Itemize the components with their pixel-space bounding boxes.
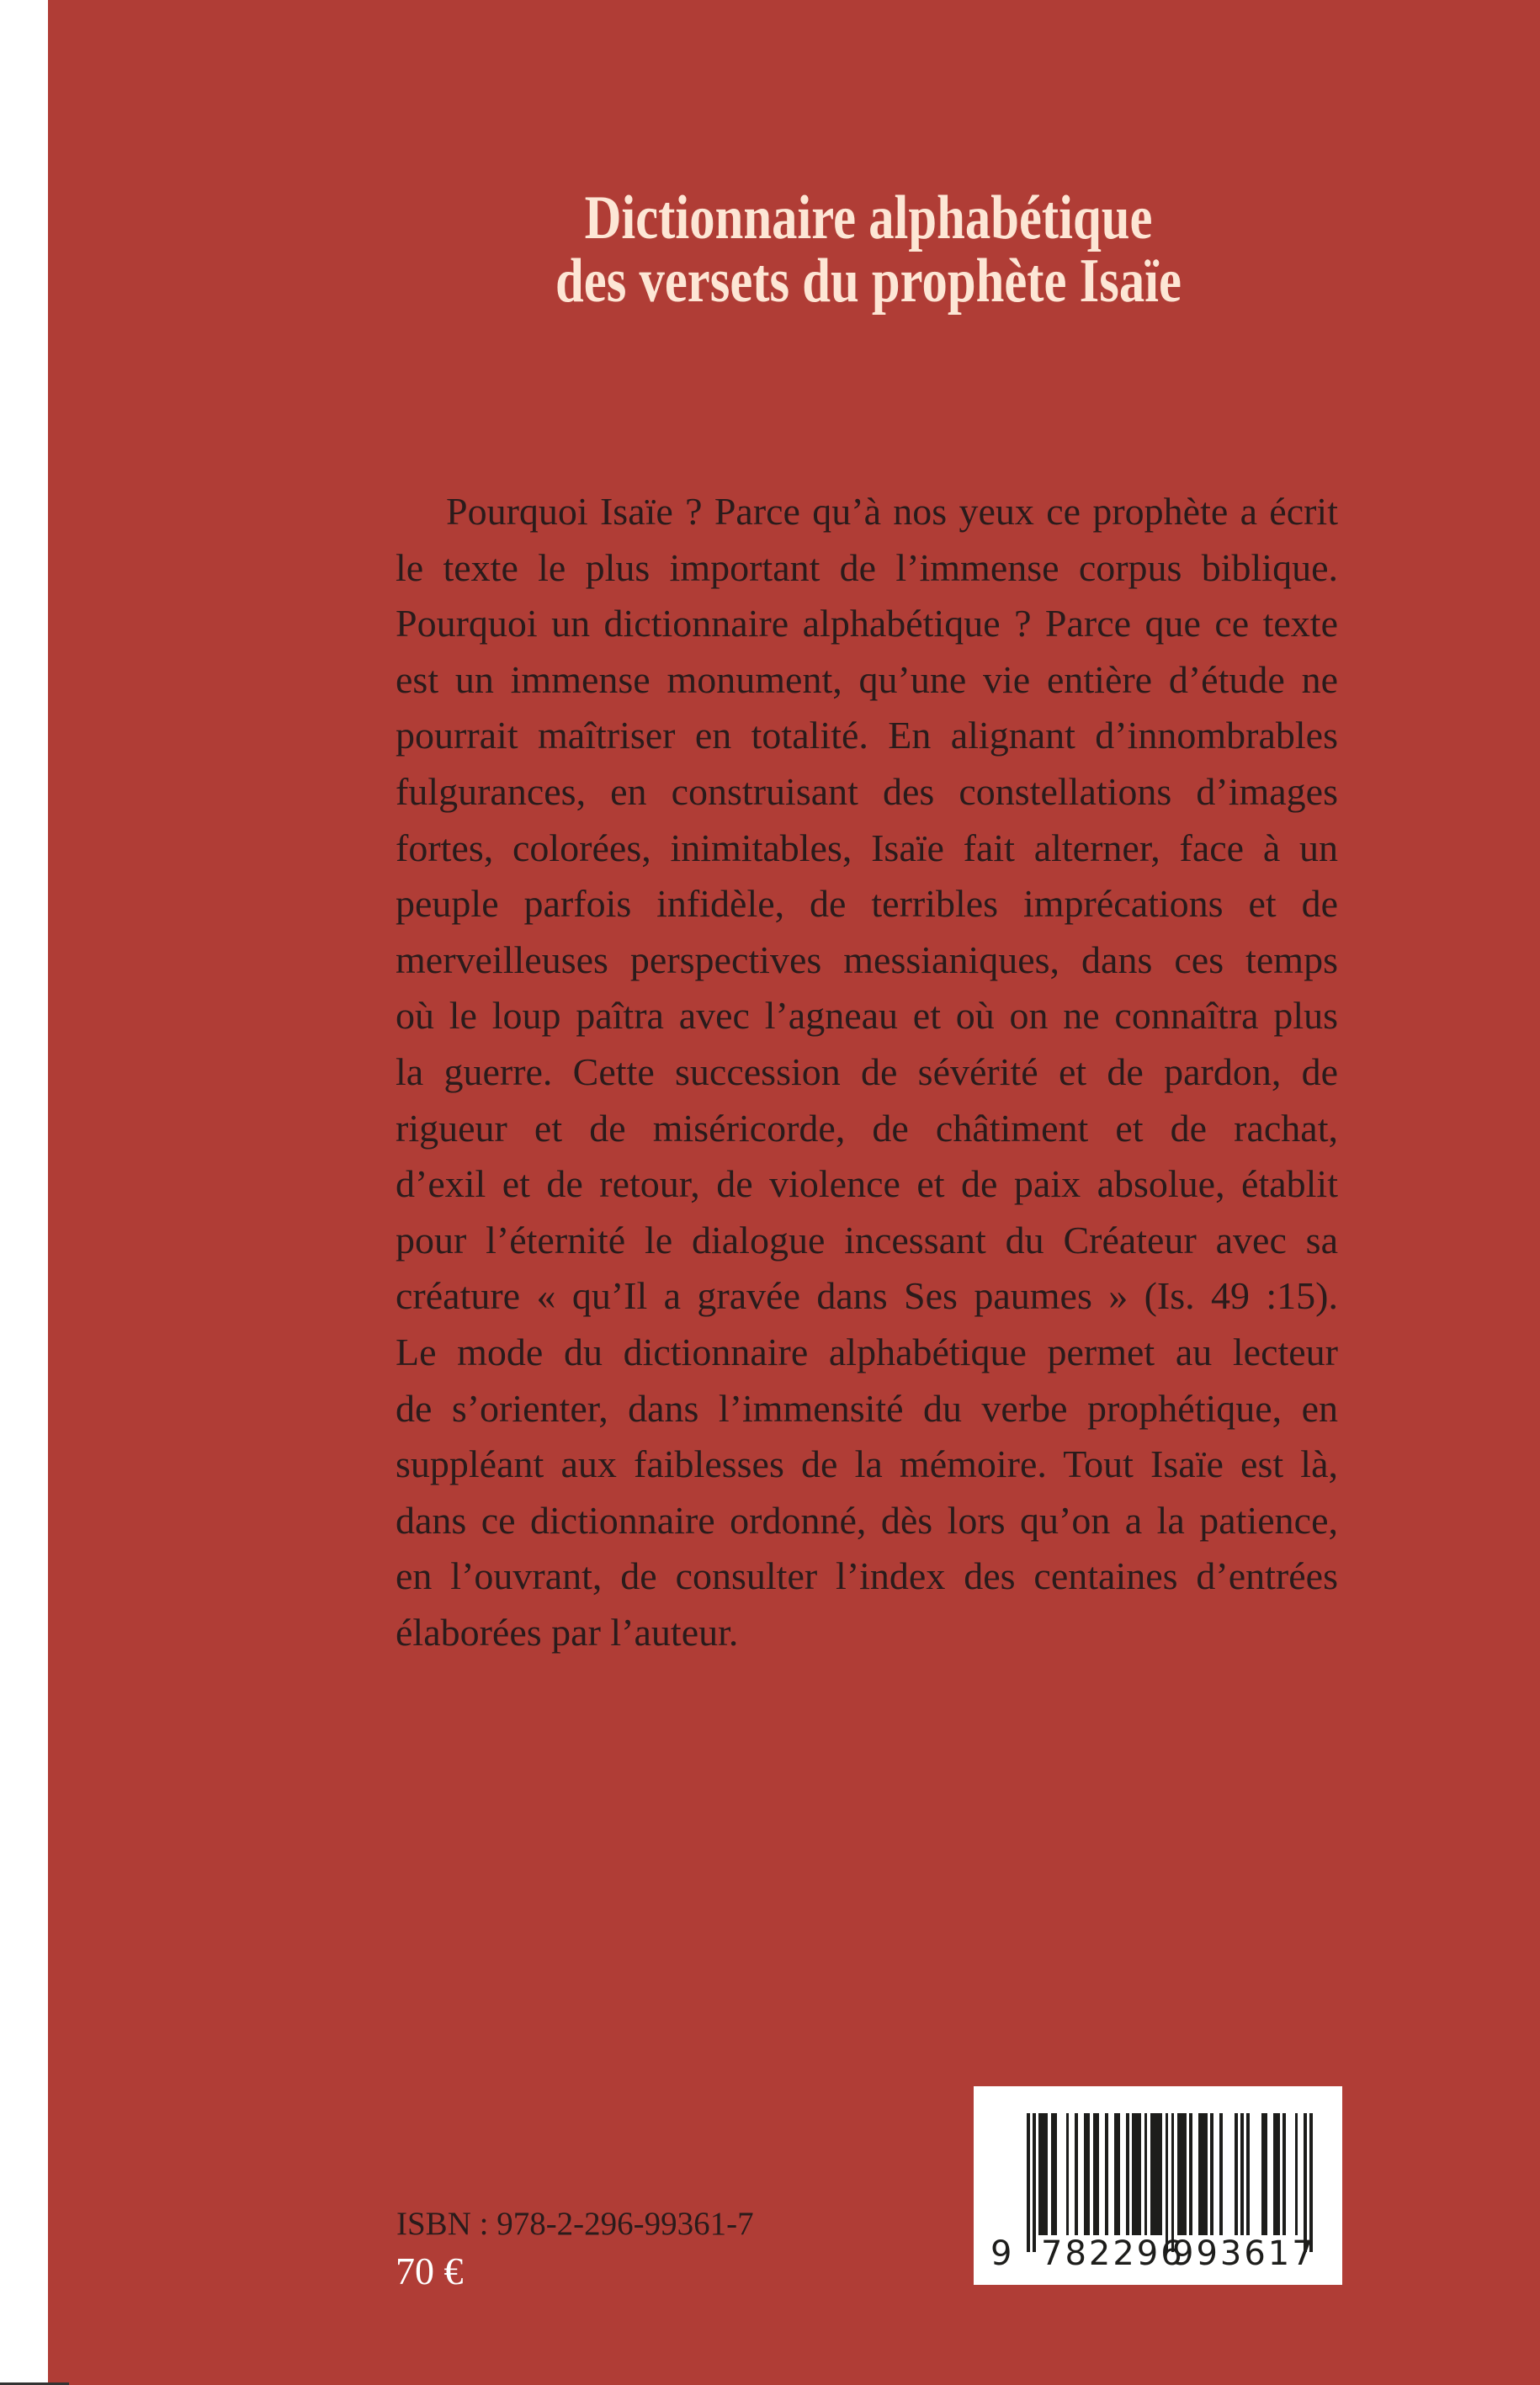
blurb-line: pourrait maîtriser en totalité. En alignant d’innombrables <box>396 714 1338 757</box>
barcode-bar <box>1304 2113 1307 2252</box>
blurb-line: fortes, colorées, inimitables, Isaïe fait alterner, face à un <box>396 826 1338 869</box>
barcode-bar <box>1033 2113 1036 2252</box>
blurb-line: Le mode du dictionnaire alphabétique permet au lecteur <box>396 1330 1338 1373</box>
blurb-line: merveilleuses perspectives messianiques, dans ces temps <box>396 938 1338 981</box>
blurb-line: de s’orienter, dans l’immensité du verbe prophétique, en <box>396 1386 1338 1430</box>
barcode-bar <box>1051 2113 1057 2235</box>
barcode-right-digits: 993617 <box>1172 2234 1316 2273</box>
blurb-line: le texte le plus important de l’immense corpus biblique. <box>396 545 1338 589</box>
barcode-bar <box>1150 2113 1162 2235</box>
barcode-bar <box>1132 2113 1141 2235</box>
blurb-line: créature « qu’Il a gravée dans Ses paumes » (Is. 49 :15). <box>396 1274 1338 1318</box>
isbn-label: ISBN : 978-2-296-99361-7 <box>396 2206 754 2242</box>
barcode-bar <box>1126 2113 1129 2235</box>
blurb-line: dans ce dictionnaire ordonné, dès lors qu’on a la patience, <box>396 1498 1338 1542</box>
blurb-line: la guerre. Cette succession de sévérité et de pardon, de <box>396 1049 1338 1093</box>
barcode-bar <box>1235 2113 1238 2235</box>
barcode-left-digits: 782296 <box>1041 2234 1185 2273</box>
barcode-bar <box>1066 2113 1070 2235</box>
book-title-line-1: Dictionnaire alphabétique <box>584 183 1153 252</box>
barcode <box>974 2086 1342 2285</box>
blurb-line: rigueur et de miséricorde, de châtiment et de rachat, <box>396 1106 1338 1150</box>
blurb-line: d’exil et de retour, de violence et de paix absolue, établit <box>396 1162 1338 1206</box>
barcode-digits <box>974 2234 1342 2276</box>
blurb-line: peuple parfois infidèle, de terribles imprécations et de <box>396 882 1338 926</box>
barcode-bars-icon <box>1027 2113 1313 2252</box>
barcode-bar <box>1219 2113 1223 2235</box>
blurb-line: fulgurances, en construisant des constellations d’images <box>396 769 1338 813</box>
barcode-bar <box>1177 2113 1187 2235</box>
barcode-bar <box>1295 2113 1298 2235</box>
barcode-bar <box>1210 2113 1213 2235</box>
barcode-bar <box>1198 2113 1208 2235</box>
barcode-bar <box>1114 2113 1120 2235</box>
barcode-bar <box>1084 2113 1090 2235</box>
blurb-line: suppléant aux faiblesses de la mémoire. Tout Isaïe est là, <box>396 1442 1338 1486</box>
blurb <box>396 484 1338 1660</box>
barcode-bar <box>1105 2113 1108 2235</box>
barcode-first-digit: 9 <box>990 2234 1015 2273</box>
barcode-bar <box>1171 2113 1175 2252</box>
blurb-line: Pourquoi un dictionnaire alphabétique ? Parce que ce texte <box>396 602 1338 645</box>
barcode-bar <box>1166 2113 1169 2252</box>
barcode-bar <box>1261 2113 1267 2235</box>
price-label: 70 € <box>396 2250 464 2292</box>
barcode-bar <box>1038 2113 1048 2235</box>
blurb-line: est un immense monument, qu’une vie entière d’étude ne <box>396 657 1338 701</box>
barcode-bar <box>1240 2113 1244 2235</box>
blurb-line: élaborées par l’auteur. <box>396 1610 739 1654</box>
blurb-line: en l’ouvrant, de consulter l’index des centaines d’entrées <box>396 1554 1338 1598</box>
barcode-bar <box>1093 2113 1099 2235</box>
blurb-line: Pourquoi Isaïe ? Parce qu’à nos yeux ce prophète a écrit <box>446 490 1338 533</box>
blurb-line: où le loup paîtra avec l’agneau et où on ne connaîtra plus <box>396 994 1338 1038</box>
book-title-line-2: des versets du prophète Isaïe <box>555 247 1182 316</box>
barcode-bar <box>1246 2113 1250 2235</box>
barcode-bar <box>1075 2113 1078 2235</box>
page-margin-strip <box>0 0 48 2385</box>
barcode-bar <box>1273 2113 1279 2235</box>
barcode-bar <box>1027 2113 1030 2252</box>
book-title <box>433 183 1304 316</box>
barcode-bar <box>1144 2113 1148 2235</box>
barcode-bar <box>1189 2113 1192 2235</box>
blurb-line: pour l’éternité le dialogue incessant du Créateur avec sa <box>396 1218 1338 1262</box>
barcode-bar <box>1309 2113 1313 2252</box>
barcode-bar <box>1282 2113 1286 2235</box>
